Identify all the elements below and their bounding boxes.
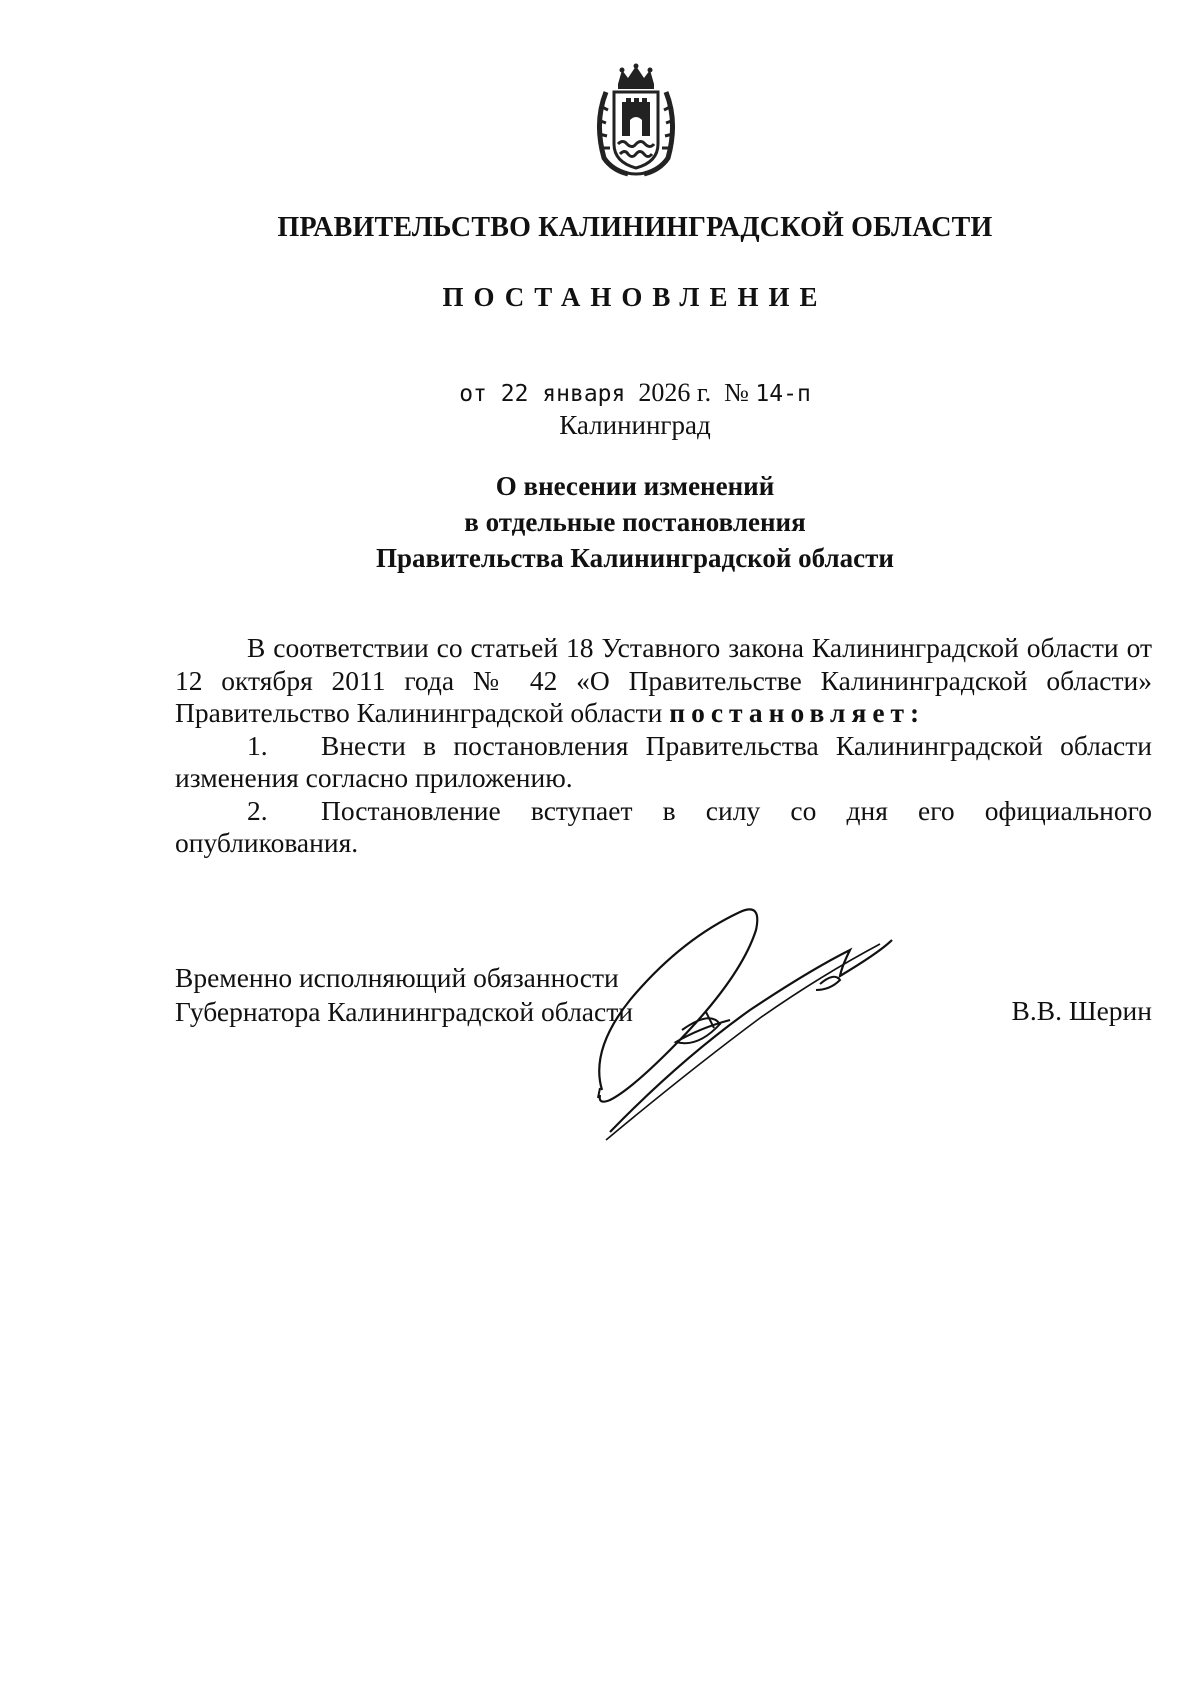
item-text: Внести в постановления Правительства Калининградской области изменения согласно приложению. bbox=[175, 729, 1152, 793]
document-subject bbox=[0, 468, 1200, 576]
document-type: ПОСТАНОВЛЕНИЕ bbox=[442, 282, 828, 312]
signatory-name: В.В. Шерин bbox=[1011, 995, 1152, 1026]
coat-of-arms-icon bbox=[588, 62, 684, 178]
number-sign: № bbox=[724, 378, 749, 407]
subject-line-1: О внесении изменений bbox=[495, 471, 775, 501]
signatory-title-line-2: Губернатора Калининградской области bbox=[175, 996, 633, 1027]
list-item bbox=[175, 795, 1152, 860]
document-body bbox=[175, 632, 1152, 860]
government-name: ПРАВИТЕЛЬСТВО КАЛИНИНГРАДСКОЙ ОБЛАСТИ bbox=[277, 212, 993, 243]
preamble-text: В соответствии со статьей 18 Уставного закона Калининградской области от 12 октября 2011 года № 42 «О Правительстве Калининградской области» Правительство Калининградской области bbox=[175, 632, 1152, 728]
subject-line-2: в отдельные постановления bbox=[464, 507, 806, 537]
date-year: 2026 г. bbox=[638, 378, 712, 407]
document-date-number bbox=[0, 378, 1200, 408]
item-number: 1. bbox=[247, 729, 268, 761]
preamble-paragraph bbox=[175, 632, 1152, 730]
subject-line-3: Правительства Калининградской области bbox=[376, 543, 894, 573]
signatory-title-line-1: Временно исполняющий обязанности bbox=[175, 962, 619, 993]
list-item bbox=[175, 730, 1152, 795]
decree-word: постановляет: bbox=[669, 697, 926, 728]
document-city: Калининград bbox=[559, 410, 711, 440]
date-prefix: от bbox=[459, 381, 501, 407]
item-text: Постановление вступает в силу со дня его официального опубликования. bbox=[175, 794, 1152, 858]
item-number: 2. bbox=[247, 794, 268, 826]
signatory-title bbox=[175, 961, 633, 1029]
document-number: 14-п bbox=[755, 381, 811, 407]
handwritten-signature bbox=[590, 900, 930, 1150]
date-day-month: 22 января bbox=[500, 381, 626, 407]
